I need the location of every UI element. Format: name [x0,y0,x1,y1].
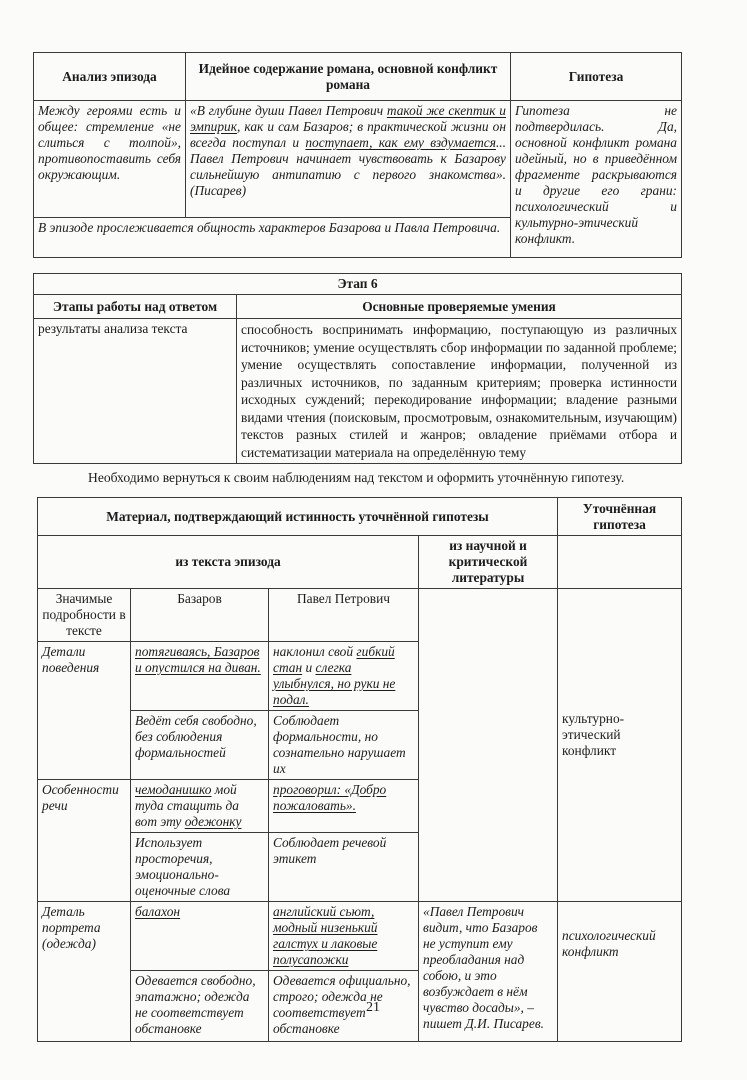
header-stages: Этапы работы над ответом [34,295,237,319]
speech-pavel-note: Соблюдает речевой этикет [269,833,419,902]
speech-label: Особенности речи [38,780,131,902]
portrait-label: Деталь портрета (одежда) [38,902,131,1042]
hypothesis-cell: Гипотеза не подтвердилась. Да, основной конфликт романа идейный, но в приведённом фрагменте раскрываются и другие его грани: психологический и культурно-этический конфликт. [511,101,682,258]
underlined-text: проговорил: «Добро пожаловать». [273,782,387,813]
underlined-text: слегка улыбнулся, но руки не подал. [273,660,396,707]
header-from-literature: из научной и критической литературы [419,536,558,589]
header-content: Идейное содержание романа, основной конфликт романа [186,53,511,101]
stage-table [33,273,682,464]
underlined-text: балахон [135,904,181,919]
portrait-pavel-quote [269,902,419,971]
header-from-text: из текста эпизода [38,536,419,589]
refined-hypothesis-table [37,497,682,1042]
speech-bazarov-note: Использует просторечия, эмоционально-оценочные слова [131,833,269,902]
text-segment: , как и сам Базаров; в практической жизни он всегда поступал и [190,119,506,150]
underlined-text: английский сьют, модный низенький галстух и лаковые полусапожки [273,904,378,967]
underlined-text: такой же скептик и эмпирик [190,103,506,134]
empty-cell [558,536,682,589]
portrait-literature: «Павел Петрович видит, что Базаров не уступит ему преобладания над собою, и это возбуждает в нём чувство досады», – пишет Д.И. Писарев. [419,902,558,1042]
text-segment: «В глубине души Павел Петрович [190,103,387,118]
underlined-text: потягиваясь, Базаров и опустился на диван. [135,644,261,675]
conclusion-cell: В эпизоде прослеживается общность характеров Базарова и Павла Петровича. [34,218,511,258]
header-refined: Уточнённая гипотеза [558,498,682,536]
speech-bazarov-quote [131,780,269,833]
stage-cell: результаты анализа текста [34,319,237,464]
col-bazarov: Базаров [131,589,269,642]
header-skills: Основные проверяемые умения [237,295,682,319]
underlined-text: поступает, как ему вздумается [305,135,496,150]
instruction-paragraph: Необходимо вернуться к своим наблюдениям над текстом и оформить уточнённую гипотезу. [88,470,625,485]
behavior-label: Детали поведения [38,642,131,780]
text-segment: и [302,660,316,675]
col-pavel: Павел Петрович [269,589,419,642]
underlined-text: одежонку [184,814,242,829]
portrait-bazarov-quote [131,902,269,971]
episode-analysis-table [33,52,682,258]
underlined-text: гибкий стан [273,644,395,675]
text-segment: мой туда стащить да вот эту [135,782,239,829]
content-cell [186,101,511,218]
page-number: 21 [366,1000,380,1015]
header-hypothesis: Гипотеза [511,53,682,101]
refined-cultural: культурно-этический конфликт [558,589,682,902]
header-analysis: Анализ эпизода [34,53,186,101]
literature-empty-cell [419,589,558,902]
behavior-bazarov-note: Ведёт себя свободно, без соблюдения формальностей [131,711,269,780]
behavior-pavel-quote [269,642,419,711]
behavior-bazarov-quote [131,642,269,711]
speech-pavel-quote [269,780,419,833]
portrait-pavel-note: Одевается официально, строго; одежда не соответствует обстановке [269,971,419,1042]
text-segment: наклонил свой [273,644,357,659]
behavior-pavel-note: Соблюдает формальности, но сознательно нарушает их [269,711,419,780]
portrait-bazarov-note: Одевается свободно, эпатажно; одежда не соответствует обстановке [131,971,269,1042]
stage-title: Этап 6 [34,274,682,295]
col-details: Значимые подробности в тексте [38,589,131,642]
underlined-text: чемоданишко [135,782,212,797]
skills-cell: способность воспринимать информацию, поступающую из различных источников; умение осуществлять сбор информации по заданной проблеме; умение осуществлять сопоставление информации, полученной из различных источников, по заданным критериям; проверка истинности исходных суждений; перекодирование информации; владение разными видами чтения (поисковым, просмотровым, ознакомительным, изучающим) текстов разных стилей и жанров; овладение приёмами отбора и систематизации материала на определённую тему [237,319,682,464]
header-material: Материал, подтверждающий истинность уточнённой гипотезы [38,498,558,536]
analysis-cell: Между героями есть и общее: стремление «не слиться с толпой», противопоставить себя окружающим. [34,101,186,218]
refined-psych: психологический конфликт [558,902,682,1042]
text-segment: ... Павел Петрович начинает чувствовать к Базарову сильнейшую антипатию с первого знакомства». (Писарев) [190,135,506,198]
